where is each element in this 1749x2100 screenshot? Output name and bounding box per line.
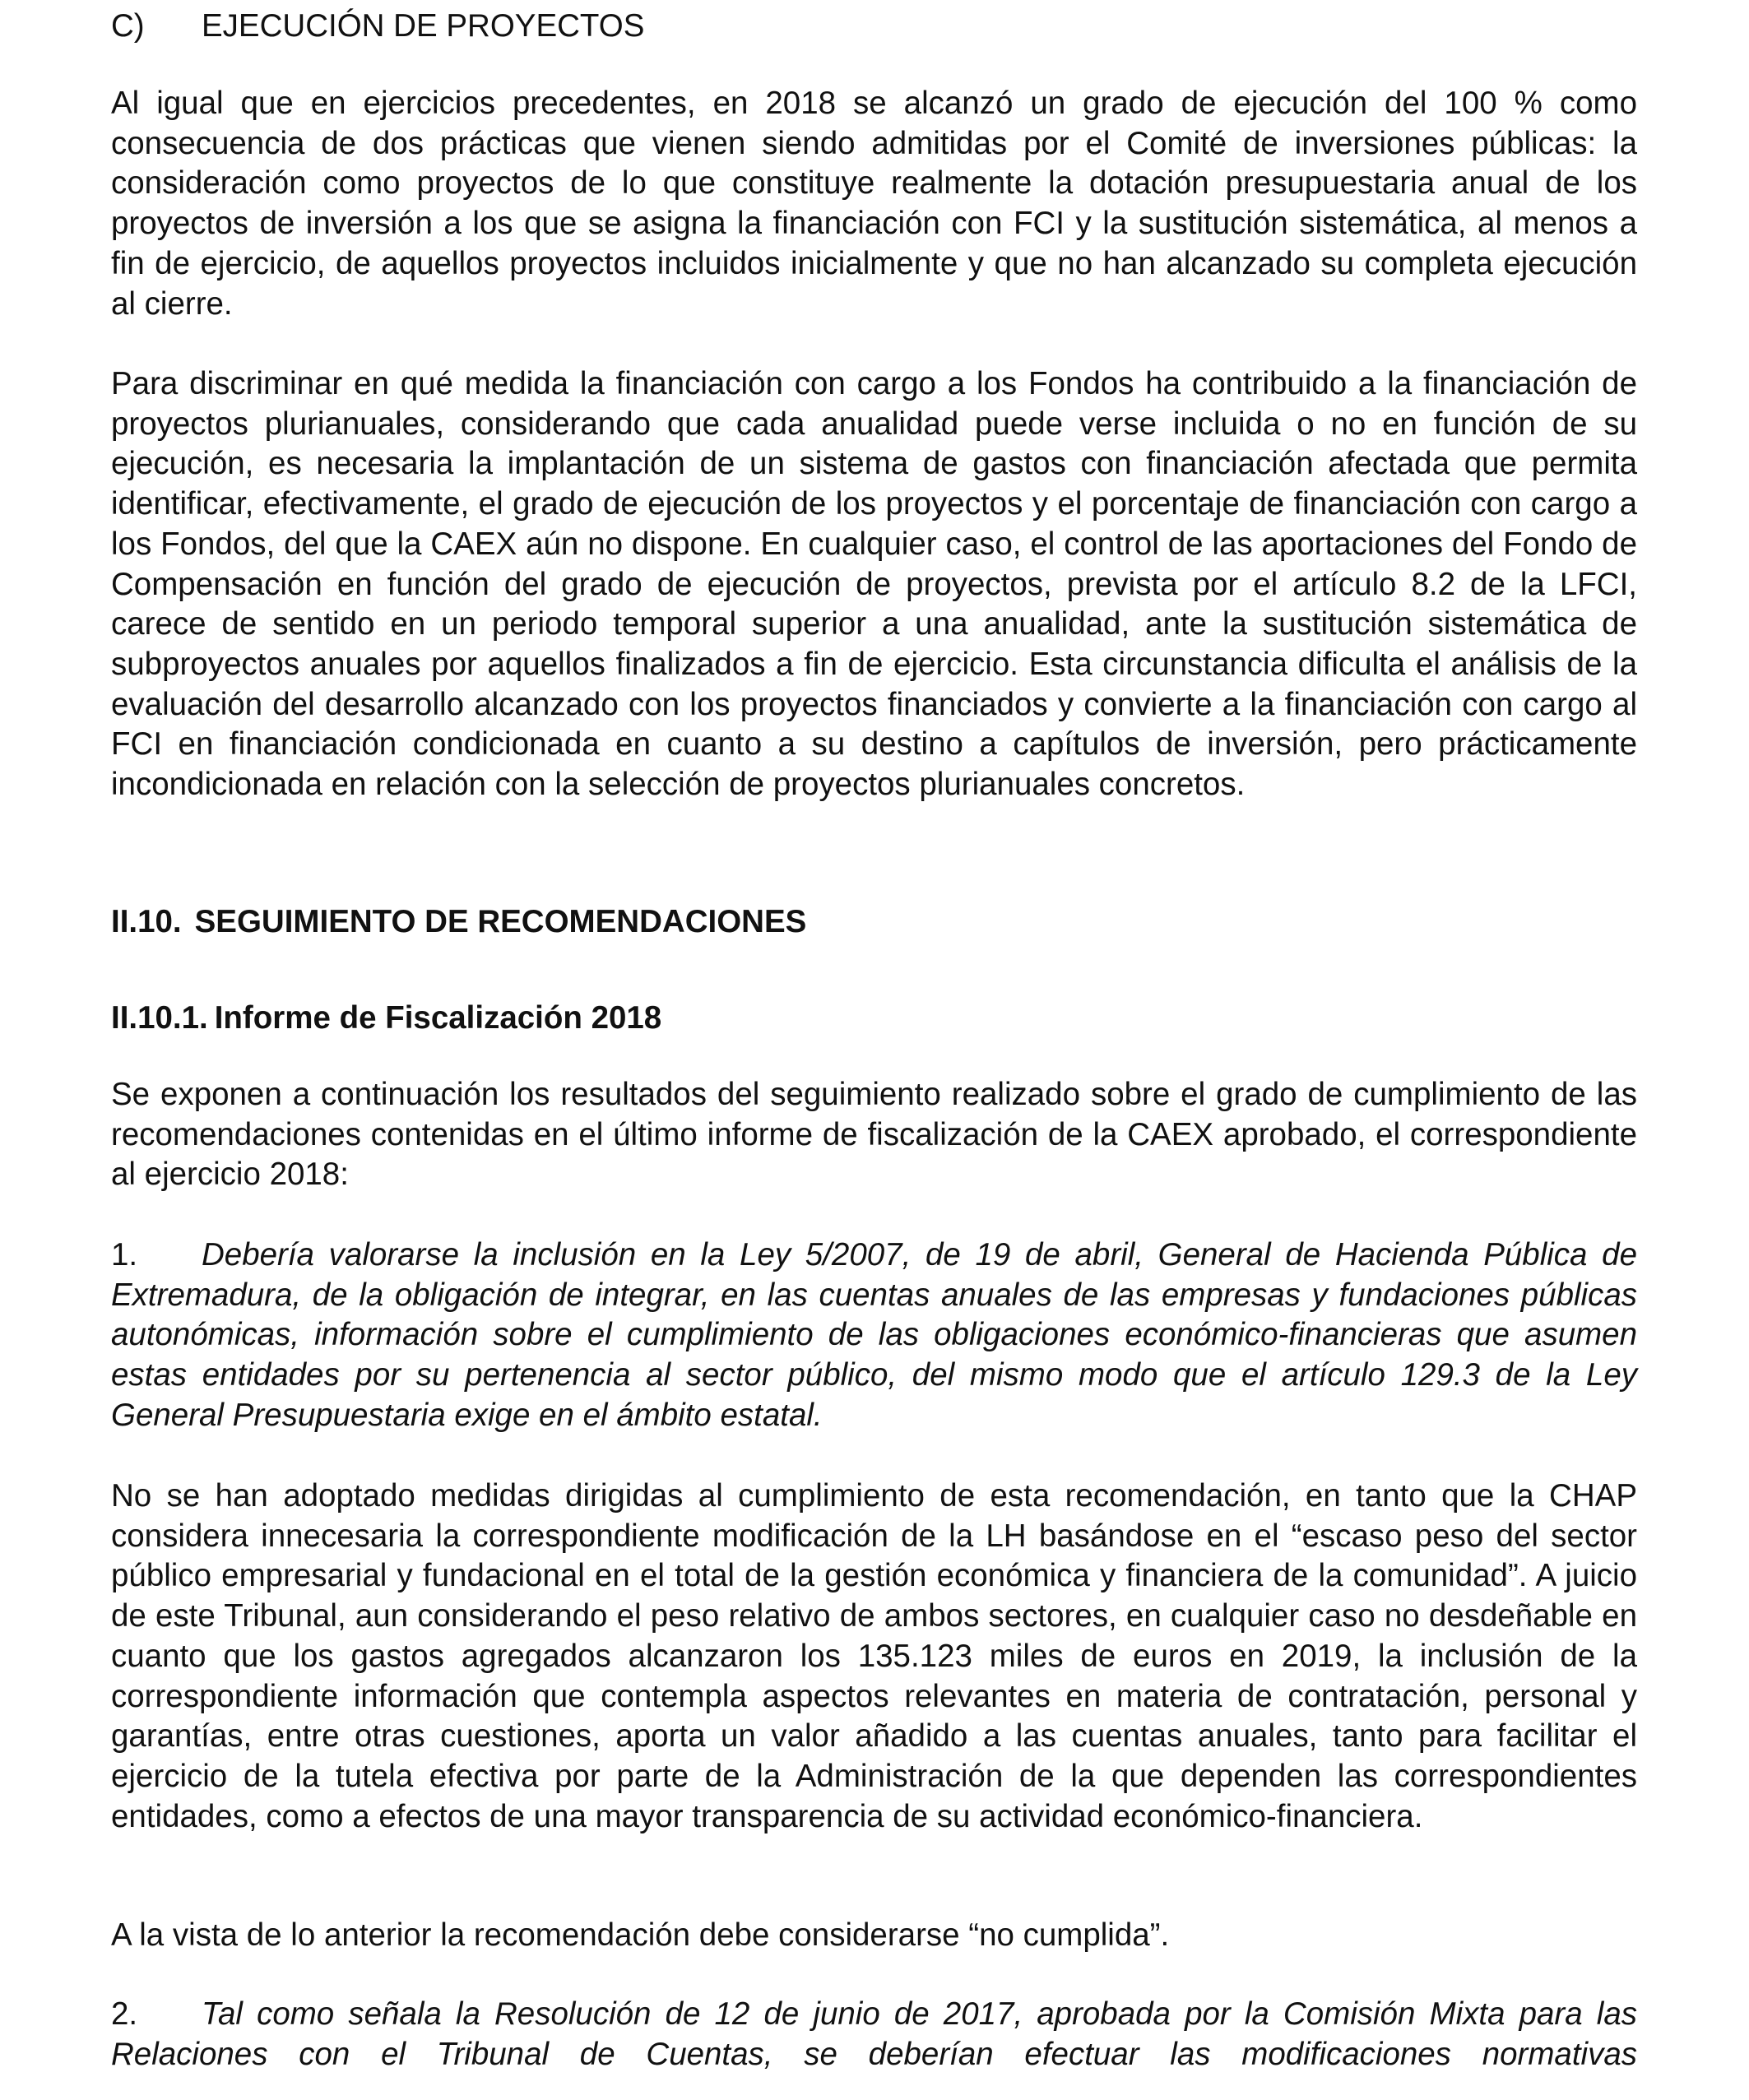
section-c-label: EJECUCIÓN DE PROYECTOS	[202, 8, 645, 44]
heading-seguimiento	[111, 902, 806, 942]
recommendation-1-text: Debería valorarse la inclusión en la Ley 5/2007, de 19 de abril, General de Hacienda Pública de Extremadura, de la obligación de integrar, en las cuentas anuales de las empresas y fundaciones públicas autonómicas, información sobre el cumplimiento de las obligaciones económico-financieras que asumen estas entidades por su pertenencia al sector público, del mismo modo que el artículo 129.3 de la Ley General Presupuestaria exige en el ámbito estatal.	[111, 1237, 1637, 1433]
paragraph-2-block	[111, 364, 1637, 805]
paragraph-5-block	[111, 1916, 1637, 1956]
recommendation-1-number: 1.	[111, 1237, 138, 1273]
heading-informe-2018	[111, 999, 661, 1038]
paragraph-4: No se han adoptado medidas dirigidas al cumplimiento de esta recomendación, en tanto que la CHAP considera innecesaria la correspondiente modificación de la LH basándose en el “escaso peso del sector público empresarial y fundacional en el total de la gestión económica y financiera de la comunidad”. A juicio de este Tribunal, aun considerando el peso relativo de ambos sectores, en cualquier caso no desdeñable en cuanto que los gastos agregados alcanzaron los 135.123 miles de euros en 2019, la inclusión de la correspondiente información que contempla aspectos relevantes en materia de contratación, personal y garantías, entre otras cuestiones, aporta un valor añadido a las cuentas anuales, tanto para facilitar el ejercicio de la tutela efectiva por parte de la Administración de la que dependen las correspondientes entidades, como a efectos de una mayor transparencia de su actividad económico-financiera.	[111, 1478, 1637, 1834]
recommendation-1-block	[111, 1235, 1637, 1436]
paragraph-2: Para discriminar en qué medida la financiación con cargo a los Fondos ha contribuido a la financiación de proyectos plurianuales, considerando que cada anualidad puede verse incluida o no en función de su ejecución, es necesaria la implantación de un sistema de gastos con financiación afectada que permita identificar, efectivamente, el grado de ejecución de los proyectos y el porcentaje de financiación con cargo a los Fondos, del que la CAEX aún no dispone. En cualquier caso, el control de las aportaciones del Fondo de Compensación en función del grado de ejecución de proyectos, prevista por el artículo 8.2 de la LFCI, carece de sentido en un periodo temporal superior a una anualidad, ante la sustitución sistemática de subproyectos anuales por aquellos finalizados a fin de ejercicio. Esta circunstancia dificulta el análisis de la evaluación del desarrollo alcanzado con los proyectos financiados y convierte a la financiación con cargo al FCI en financiación condicionada en cuanto a su destino a capítulos de inversión, pero prácticamente incondicionada en relación con la selección de proyectos plurianuales concretos.	[111, 366, 1637, 803]
section-c-title	[111, 7, 644, 46]
section-c-number: C)	[111, 8, 145, 44]
heading-seguimiento-title: SEGUIMIENTO DE RECOMENDACIONES	[194, 904, 807, 939]
paragraph-1-block	[111, 84, 1637, 324]
paragraph-3: Se exponen a continuación los resultados del seguimiento realizado sobre el grado de cumplimiento de las recomendaciones contenidas en el último informe de fiscalización de la CAEX aprobado, el correspondiente al ejercicio 2018:	[111, 1077, 1637, 1193]
heading-informe-title: Informe de Fiscalización 2018	[214, 1000, 662, 1036]
recommendation-2-block	[111, 1995, 1637, 2075]
heading-informe-number: II.10.1.	[111, 1000, 208, 1036]
paragraph-4-block	[111, 1476, 1637, 1837]
recommendation-2-text: Tal como señala la Resolución de 12 de junio de 2017, aprobada por la Comisión Mixta para las Relaciones con el Tribunal de Cuentas, se deberían efectuar las modificaciones normativas	[111, 1996, 1637, 2072]
paragraph-5: A la vista de lo anterior la recomendación debe considerarse “no cumplida”.	[111, 1917, 1170, 1953]
paragraph-3-block	[111, 1075, 1637, 1195]
recommendation-2	[111, 1995, 1637, 2075]
recommendation-1	[111, 1235, 1637, 1436]
heading-seguimiento-number: II.10.	[111, 904, 182, 939]
paragraph-1: Al igual que en ejercicios precedentes, en 2018 se alcanzó un grado de ejecución del 100 % como consecuencia de dos prácticas que vienen siendo admitidas por el Comité de inversiones públicas: la consideración como proyectos de lo que constituye realmente la dotación presupuestaria anual de los proyectos de inversión a los que se asigna la financiación con FCI y la sustitución sistemática, al menos a fin de ejercicio, de aquellos proyectos incluidos inicialmente y que no han alcanzado su completa ejecución al cierre.	[111, 86, 1637, 322]
recommendation-2-number: 2.	[111, 1996, 138, 2032]
